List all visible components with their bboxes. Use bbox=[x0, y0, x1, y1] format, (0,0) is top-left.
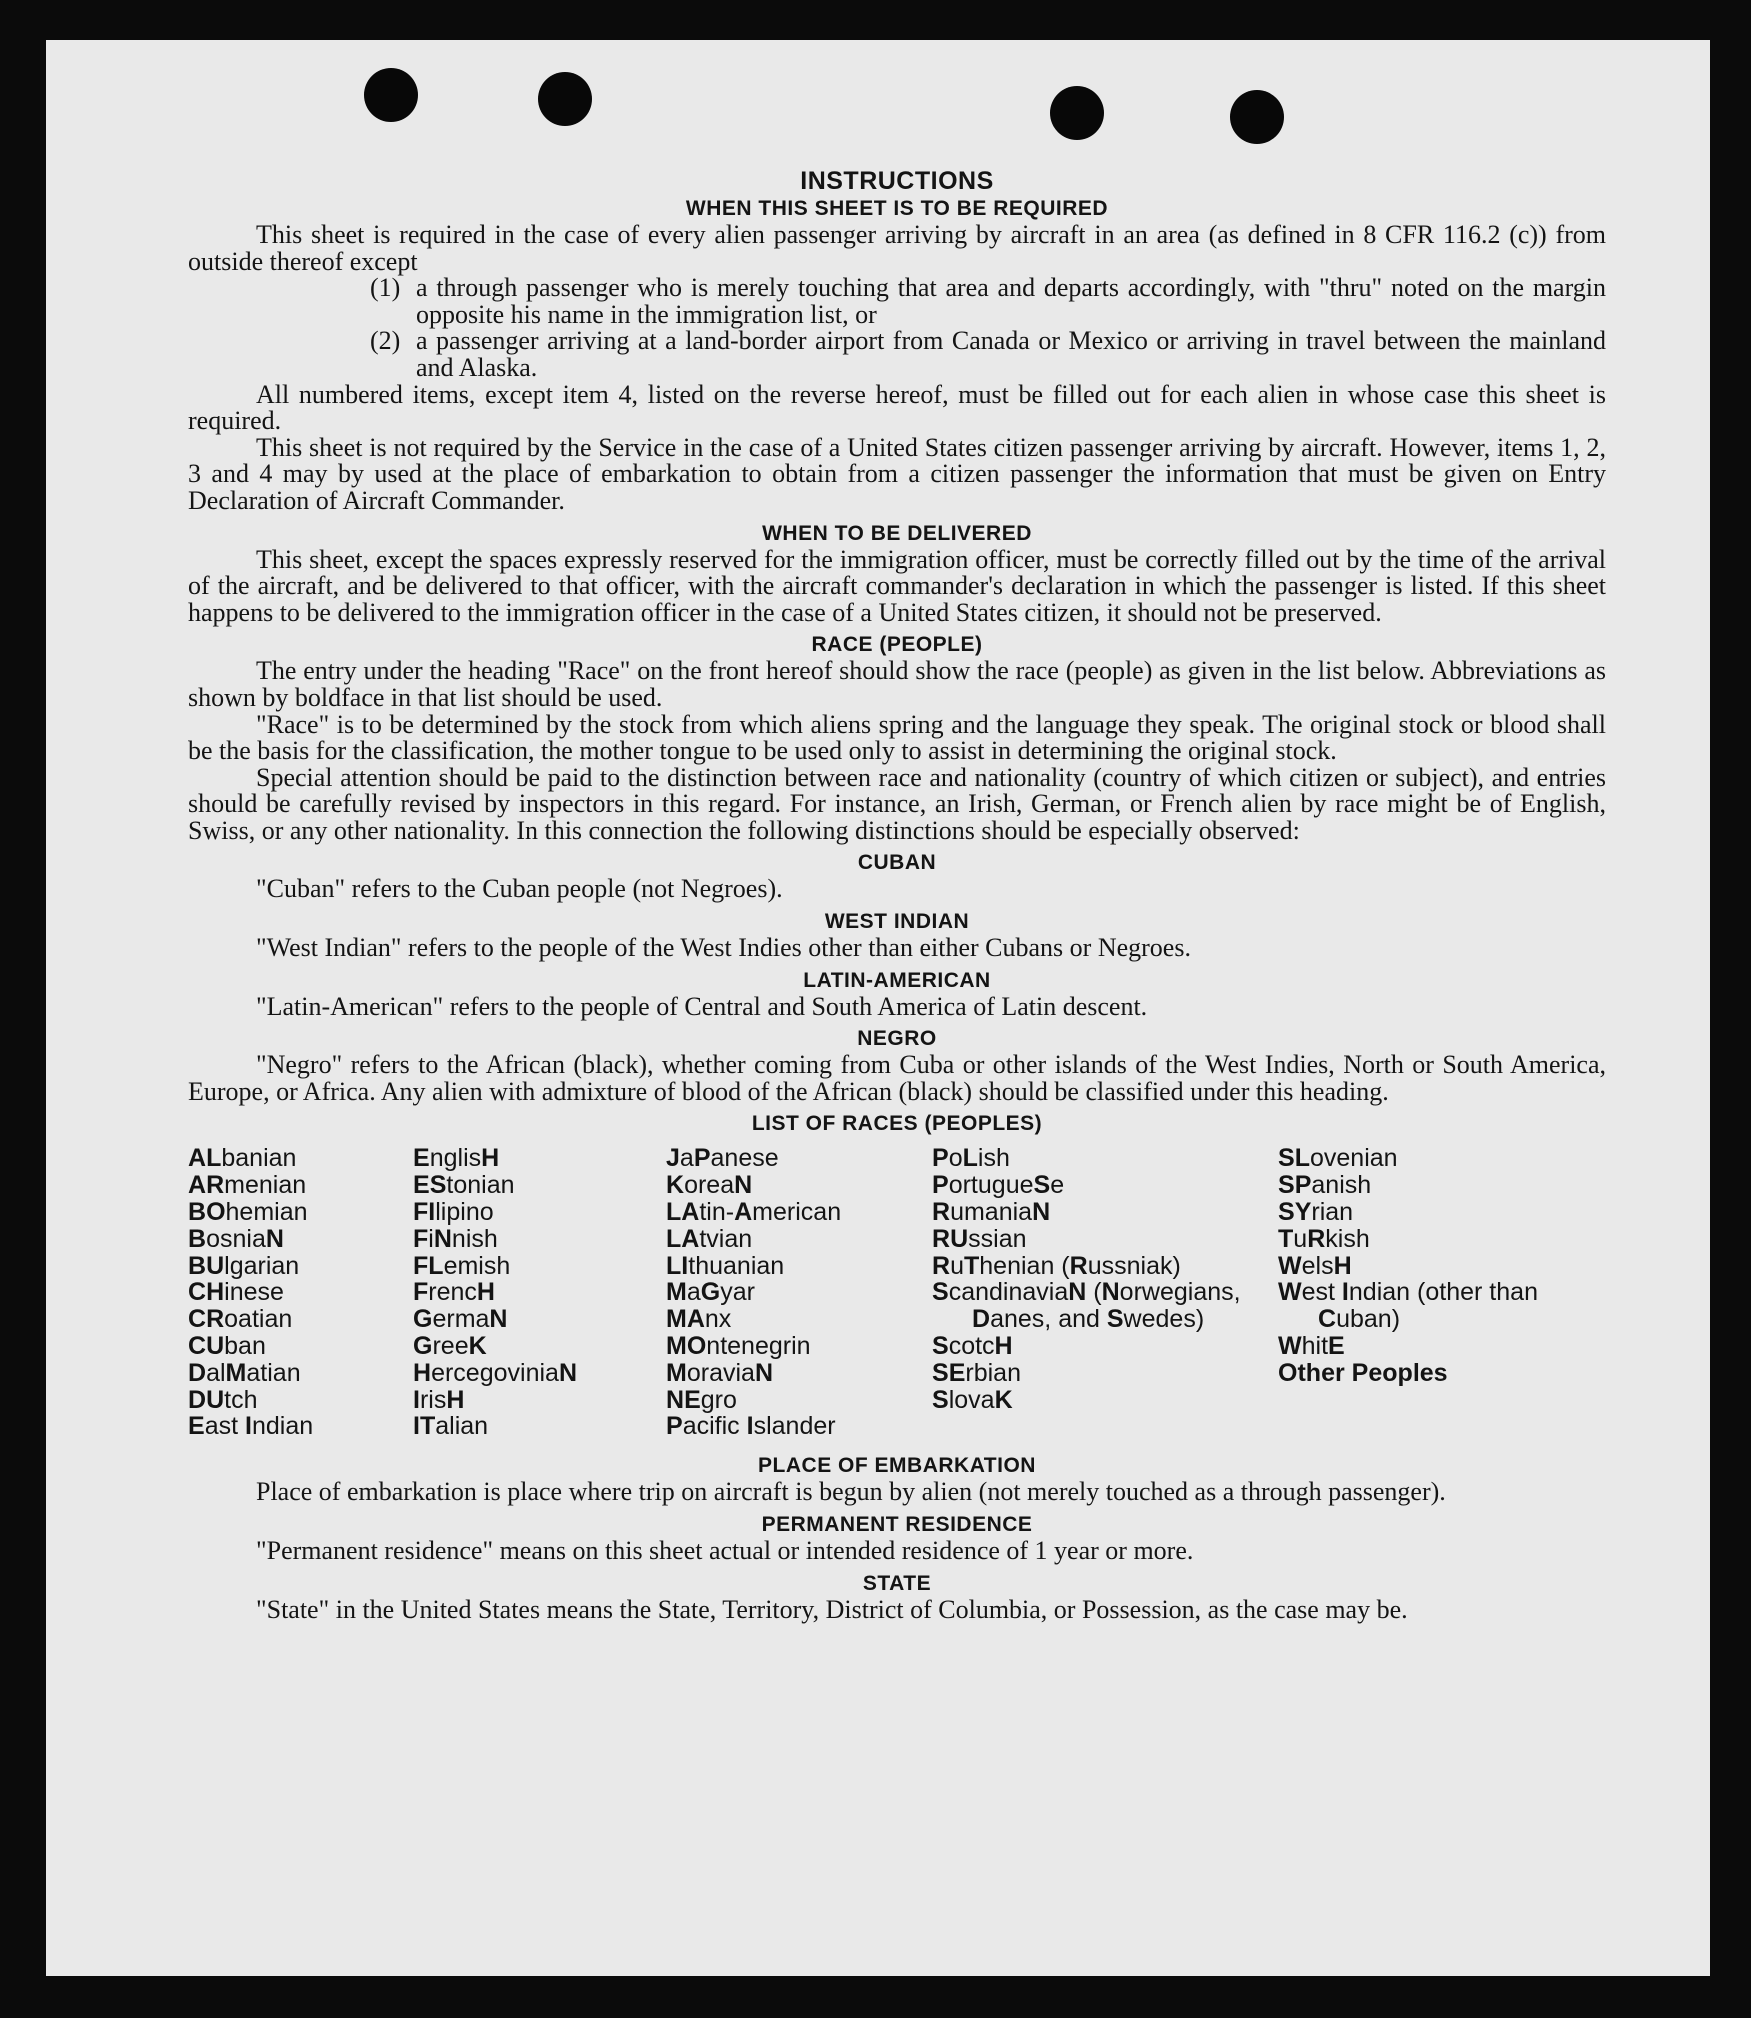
race-column bbox=[666, 1145, 926, 1440]
exception-item: (1) a through passenger who is merely touching that area and departs accordingly, with "thru" noted on the margin opposite his name in the immigration list, or bbox=[370, 273, 1606, 329]
cuban-text: "Cuban" refers to the Cuban people (not Negroes). bbox=[256, 874, 783, 904]
race-item: BOhemian bbox=[188, 1198, 308, 1227]
heading-permanent-residence: PERMANENT RESIDENCE bbox=[761, 1513, 1033, 1537]
race-item: SLovenian bbox=[1278, 1144, 1398, 1173]
latin-american-text: "Latin-American" refers to the people of Central and South America of Latin descent. bbox=[256, 991, 1148, 1021]
race-item: East Indian bbox=[188, 1412, 314, 1441]
race-item: West Indian (other than Cuban) bbox=[1278, 1278, 1538, 1334]
race-item: IrisH bbox=[413, 1385, 465, 1414]
race-item: ScandinaviaN (Norwegians, Danes, and Swedes) bbox=[932, 1278, 1241, 1334]
race-item: KoreaN bbox=[666, 1171, 753, 1200]
when-required-intro: This sheet is required in the case of every alien passenger arriving by aircraft in an area (as defined in 8 CFR 116.2 (c)) from outside thereof except bbox=[188, 220, 1606, 276]
heading-cuban: CUBAN bbox=[857, 851, 937, 875]
permanent-residence-text: "Permanent residence" means on this sheet actual or intended residence of 1 year or more. bbox=[256, 1536, 1194, 1566]
instructions-content bbox=[188, 126, 1606, 1623]
race-column bbox=[1278, 1145, 1588, 1386]
exception-list bbox=[370, 275, 1606, 381]
race-item: PoLish bbox=[932, 1144, 1010, 1173]
race-item: TuRkish bbox=[1278, 1224, 1370, 1253]
race-item: BUlgarian bbox=[188, 1251, 300, 1280]
race-item: LAtvian bbox=[666, 1224, 753, 1253]
race-item: WhitE bbox=[1278, 1332, 1345, 1361]
punch-hole bbox=[538, 72, 592, 126]
race-item: LIthuanian bbox=[666, 1251, 785, 1280]
page-title: INSTRUCTIONS bbox=[800, 167, 994, 195]
race-item: CRoatian bbox=[188, 1305, 293, 1334]
race-item: CUban bbox=[188, 1332, 266, 1361]
race-column bbox=[188, 1145, 408, 1440]
race-item: FLemish bbox=[413, 1251, 511, 1280]
heading-place-of-embarkation: PLACE OF EMBARKATION bbox=[758, 1454, 1036, 1478]
race-column bbox=[413, 1145, 653, 1440]
race-paragraph: Special attention should be paid to the distinction between race and nationality (country of which citizen or subject), and entries should be carefully revised by inspectors in this regard. For instance, an Irish, German, or French alien by race might be of English, Swiss, or any other nationality. In this connection the following distinctions should be especially observed: bbox=[188, 762, 1606, 845]
race-item: EStonian bbox=[413, 1171, 515, 1200]
race-item: DalMatian bbox=[188, 1358, 301, 1387]
heading-state: STATE bbox=[862, 1571, 932, 1595]
west-indian-text: "West Indian" refers to the people of the West Indies other than either Cubans or Negroes. bbox=[256, 933, 1191, 963]
race-item: ARmenian bbox=[188, 1171, 307, 1200]
state-text: "State" in the United States means the State, Territory, District of Columbia, or Possession, as the case may be. bbox=[256, 1594, 1408, 1624]
race-item: MAnx bbox=[666, 1305, 732, 1334]
race-item: FIlipino bbox=[413, 1198, 494, 1227]
race-paragraph: "Race" is to be determined by the stock from which aliens spring and the language they speak. The original stock or blood shall be the basis for the classification, the mother tongue to be used only to assist in determining the original stock. bbox=[188, 709, 1606, 766]
negro-text: "Negro" refers to the African (black), whether coming from Cuba or other islands of the West Indies, North or South America, Europe, or Africa. Any alien with admixture of blood of the African (black) should be classified under this heading. bbox=[188, 1050, 1606, 1106]
exception-item: (2) a passenger arriving at a land-border airport from Canada or Mexico or arriving in travel between the mainland and Alaska. bbox=[370, 326, 1606, 382]
race-item: SErbian bbox=[932, 1358, 1021, 1387]
race-item: MOntenegrin bbox=[666, 1332, 811, 1361]
race-item: ITalian bbox=[413, 1412, 489, 1441]
race-item: ALbanian bbox=[188, 1144, 297, 1173]
race-item: NEgro bbox=[666, 1385, 737, 1414]
race-item: GreeK bbox=[413, 1332, 487, 1361]
race-item: Pacific Islander bbox=[666, 1412, 836, 1441]
when-delivered-text: This sheet, except the spaces expressly reserved for the immigration officer, must be correctly filled out by the time of the arrival of the aircraft, and be delivered to that officer, with the aircraft commander's declaration in which the passenger is listed. If this sheet happens to be delivered to the immigration officer in the case of a United States citizen, it should not be preserved. bbox=[188, 544, 1606, 627]
race-list bbox=[188, 1145, 1606, 1447]
heading-when-required: WHEN THIS SHEET IS TO BE REQUIRED bbox=[685, 197, 1109, 220]
race-item: RuThenian (Russniak) bbox=[932, 1251, 1181, 1280]
race-item: CHinese bbox=[188, 1278, 284, 1307]
race-item: MoraviaN bbox=[666, 1358, 773, 1387]
race-paragraph: The entry under the heading "Race" on the front hereof should show the race (people) as given in the list below. Abbreviations as shown by boldface in that list should be used. bbox=[188, 656, 1606, 712]
race-item: SYrian bbox=[1278, 1198, 1354, 1227]
place-of-embarkation-text: Place of embarkation is place where trip on aircraft is begun by alien (not merely touched as a through passenger). bbox=[256, 1477, 1446, 1507]
race-item: BosniaN bbox=[188, 1224, 284, 1253]
race-item: Other Peoples bbox=[1278, 1358, 1448, 1387]
document-page bbox=[46, 40, 1710, 1976]
race-item: FiNnish bbox=[413, 1224, 498, 1253]
race-item: GermaN bbox=[413, 1305, 508, 1334]
heading-west-indian: WEST INDIAN bbox=[824, 910, 970, 934]
citizen-paragraph: This sheet is not required by the Service in the case of a United States citizen passenger arriving by aircraft. However, items 1, 2, 3 and 4 may by used at the place of embarkation to obtain from a citizen passenger the information that must be given on Entry Declaration of Aircraft Commander. bbox=[188, 432, 1606, 515]
race-item: SlovaK bbox=[932, 1385, 1013, 1414]
numbered-items-paragraph: All numbered items, except item 4, listed on the reverse hereof, must be filled out for each alien in whose case this sheet is required. bbox=[188, 379, 1606, 436]
punch-hole bbox=[364, 68, 418, 122]
heading-race: RACE (PEOPLE) bbox=[811, 633, 983, 657]
heading-negro: NEGRO bbox=[857, 1027, 937, 1051]
race-item: MaGyar bbox=[666, 1278, 755, 1307]
race-item: ScotcH bbox=[932, 1332, 1013, 1361]
race-item: RumaniaN bbox=[932, 1198, 1051, 1227]
race-item: HercegoviniaN bbox=[413, 1358, 578, 1387]
race-column bbox=[932, 1145, 1252, 1413]
race-item: PortugueSe bbox=[932, 1171, 1065, 1200]
race-item: DUtch bbox=[188, 1385, 258, 1414]
heading-when-delivered: WHEN TO BE DELIVERED bbox=[762, 521, 1032, 545]
race-item: LAtin-American bbox=[666, 1198, 842, 1227]
race-item: SPanish bbox=[1278, 1171, 1372, 1200]
race-item: JaPanese bbox=[666, 1144, 779, 1173]
race-item: RUssian bbox=[932, 1224, 1027, 1253]
race-item: EnglisH bbox=[413, 1144, 500, 1173]
race-item: FrencH bbox=[413, 1278, 495, 1307]
heading-list-of-races: LIST OF RACES (PEOPLES) bbox=[751, 1112, 1043, 1136]
race-item: WelsH bbox=[1278, 1251, 1352, 1280]
heading-latin-american: LATIN-AMERICAN bbox=[803, 968, 991, 992]
